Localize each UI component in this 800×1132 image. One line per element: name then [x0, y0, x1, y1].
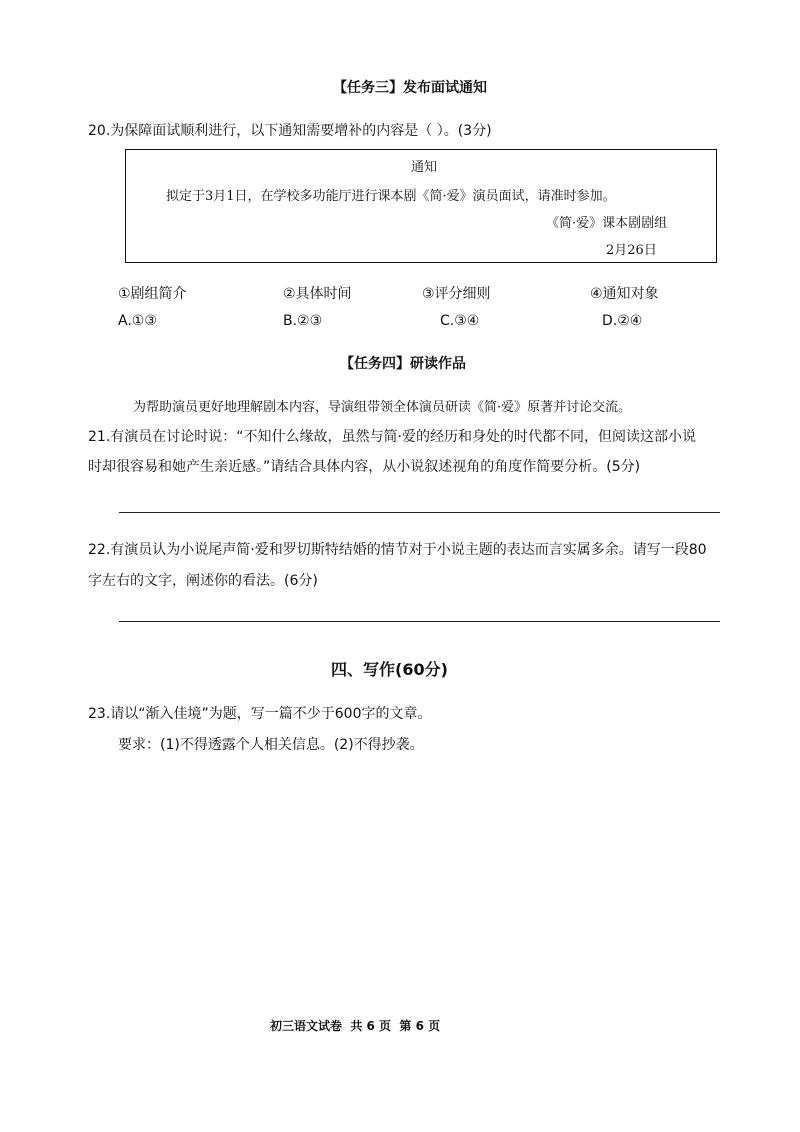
question-21-line1: 21.有演员在讨论时说：“不知什么缘故，虽然与简·爱的经历和身处的时代都不同，但阅读这部小说: [88, 429, 696, 445]
question-20-stem: 20.为保障面试顺利进行，以下通知需要增补的内容是（ ）。(3分): [88, 123, 492, 139]
notice-box: [125, 149, 717, 263]
item-4: ④通知对象: [590, 286, 659, 302]
notice-signature: 《简·爱》课本剧剧组: [546, 216, 668, 231]
question-23-line1: 23.请以“渐入佳境”为题，写一篇不少于600字的文章。: [88, 706, 432, 722]
task4-heading: 【任务四】研读作品: [340, 356, 466, 372]
notice-title: 通知: [411, 160, 438, 175]
task4-intro: 为帮助演员更好地理解剧本内容，导演组带领全体演员研读《简·爱》原著并讨论交流。: [133, 400, 632, 415]
option-c: C.③④: [440, 313, 480, 329]
item-2: ②具体时间: [283, 286, 352, 302]
item-1: ①剧组简介: [118, 286, 187, 302]
answer-line-21: [119, 512, 720, 513]
answer-line-22: [119, 621, 720, 622]
notice-date: 2月26日: [606, 243, 657, 258]
section4-heading: 四、写作(60分): [331, 660, 448, 679]
question-21-line2: 时却很容易和她产生亲近感。”请结合具体内容，从小说叙述视角的角度作简要分析。(5分): [88, 459, 641, 475]
item-3: ③评分细则: [422, 286, 491, 302]
page-footer: 初三语文试卷 共 6 页 第 6 页: [270, 1019, 441, 1033]
question-22-line2: 字左右的文字，阐述你的看法。(6分): [88, 573, 318, 589]
option-d: D.②④: [602, 313, 643, 329]
question-23-requirements: 要求：(1)不得透露个人相关信息。(2)不得抄袭。: [118, 737, 424, 753]
notice-body: 拟定于3月1日，在学校多功能厅进行课本剧《简·爱》演员面试，请准时参加。: [166, 189, 616, 204]
question-22-line1: 22.有演员认为小说尾声简·爱和罗切斯特结婚的情节对于小说主题的表达而言实属多余。请写一段80: [88, 542, 707, 558]
option-a: A.①③: [118, 313, 157, 329]
task3-heading: 【任务三】发布面试通知: [333, 80, 487, 96]
option-b: B.②③: [283, 313, 323, 329]
